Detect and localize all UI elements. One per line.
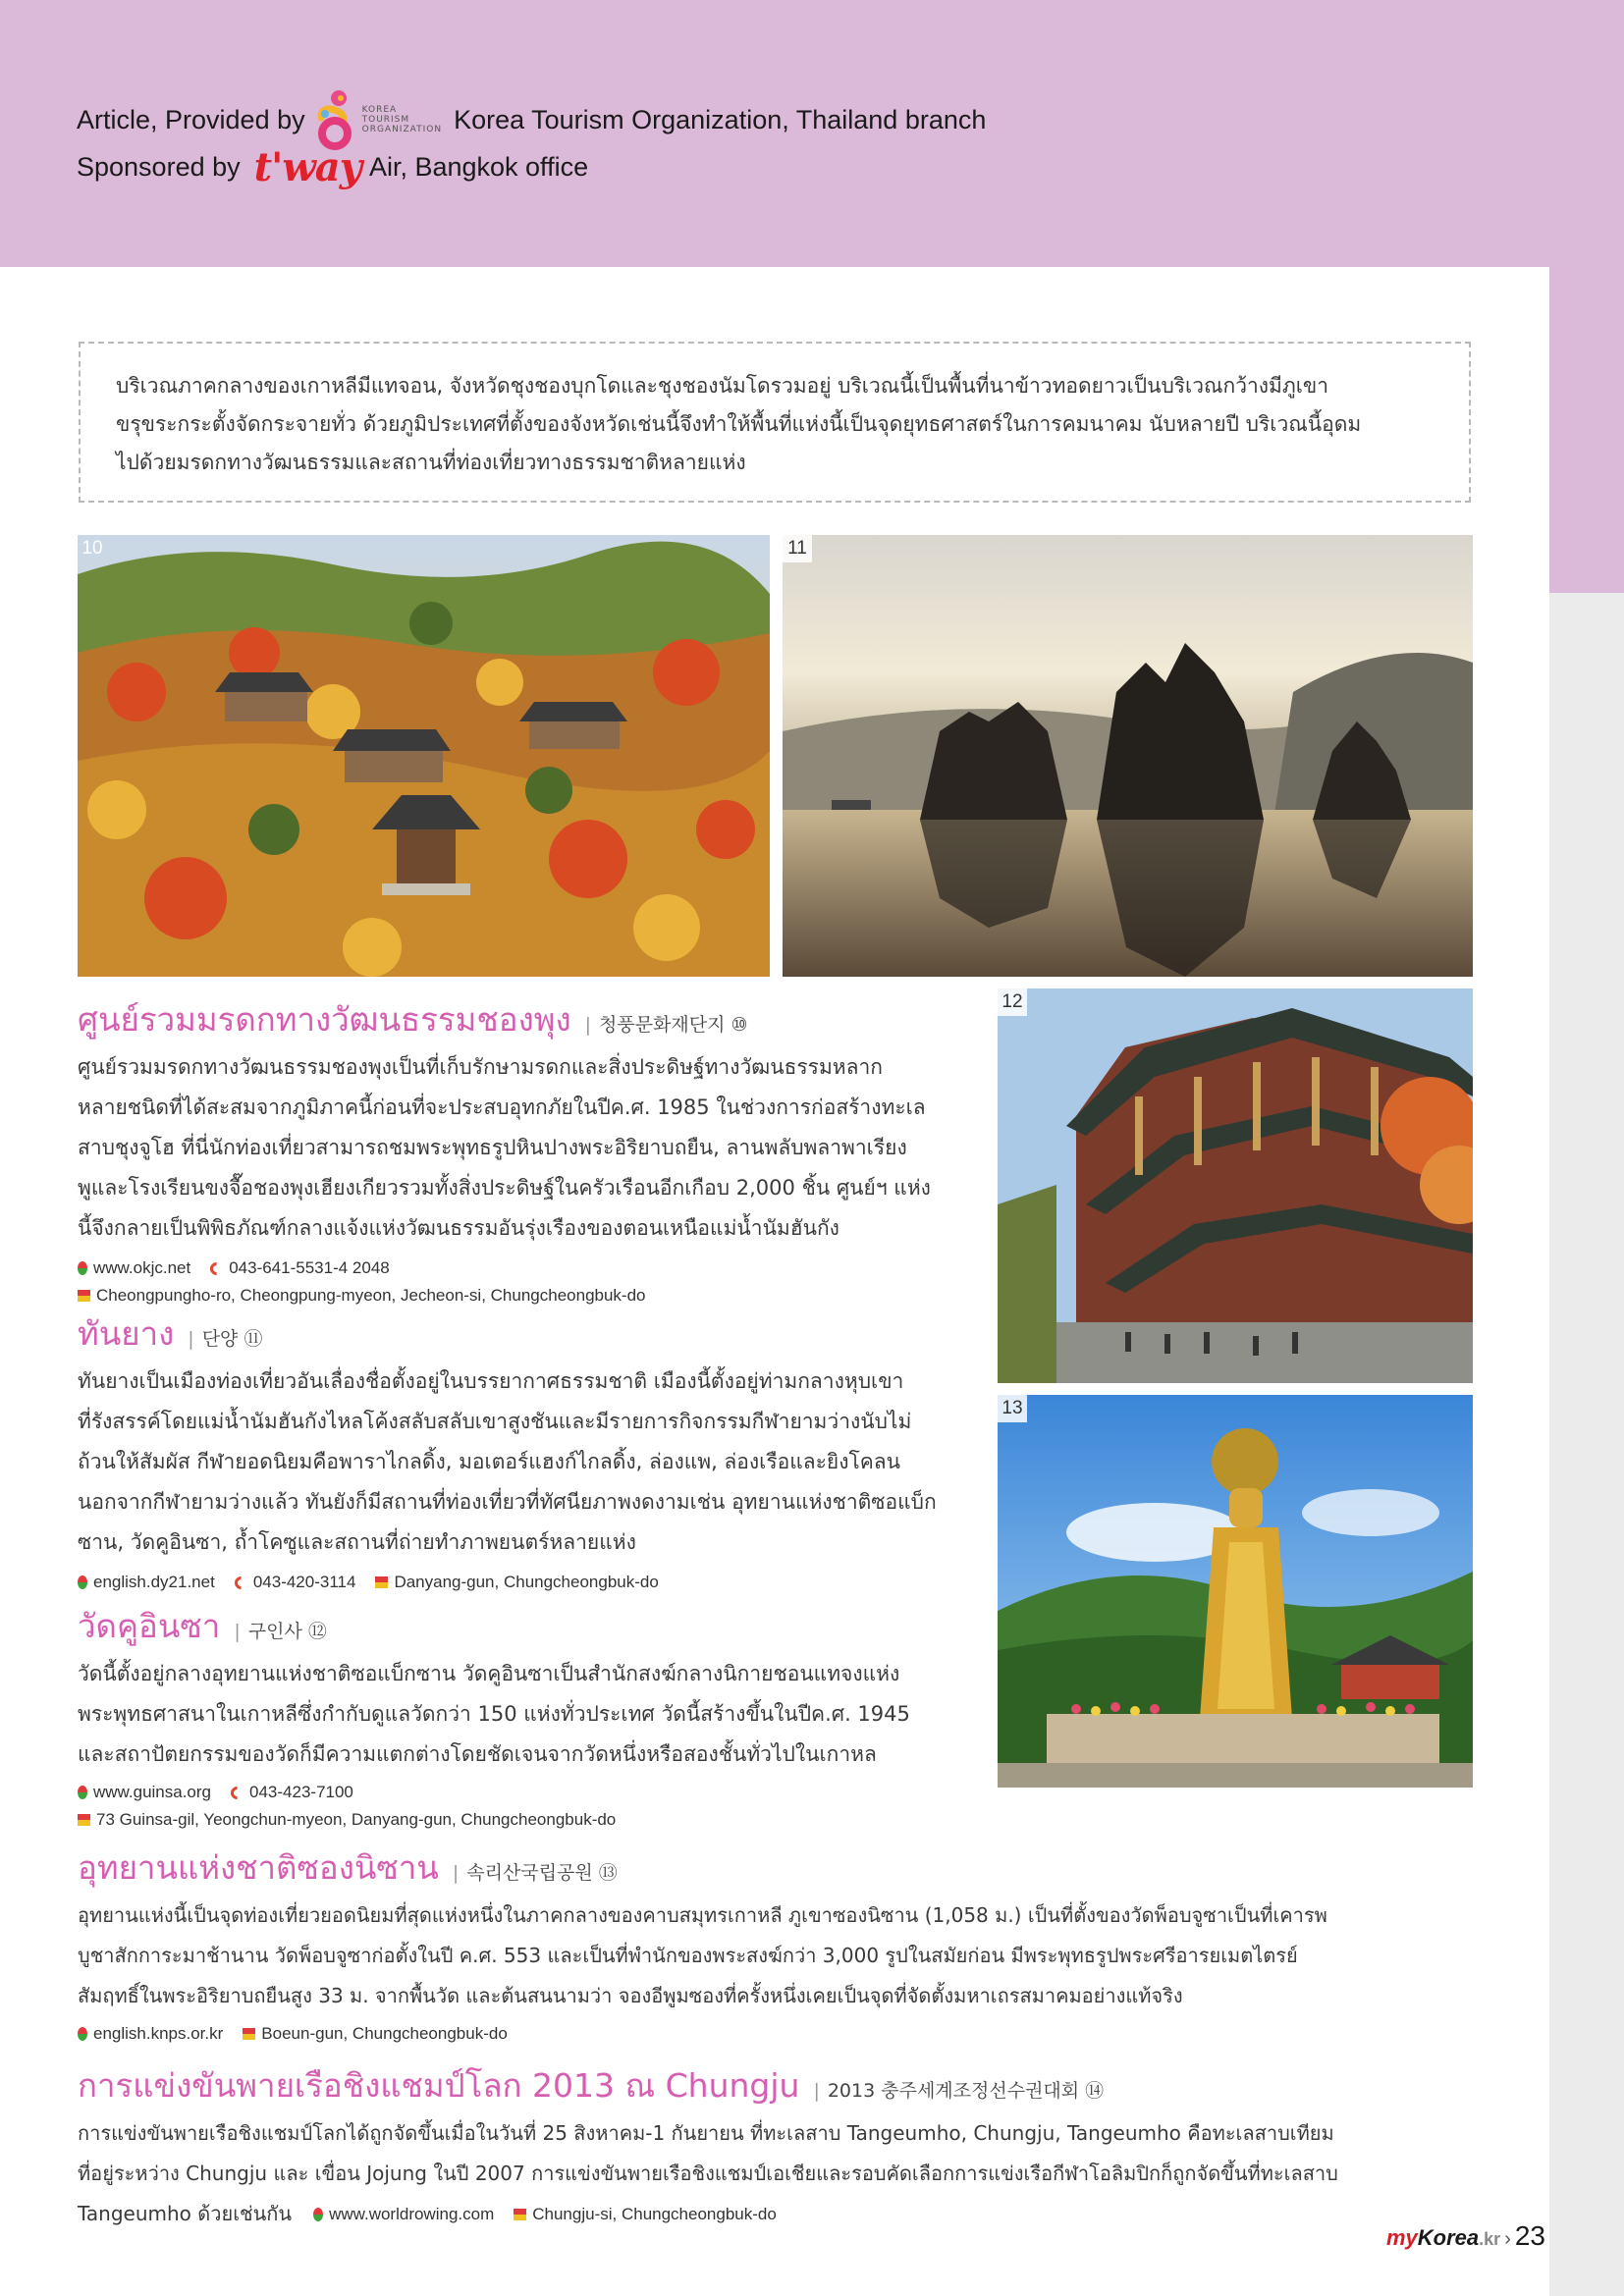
phone-number: 043-420-3114 <box>235 1569 356 1596</box>
address: Chungju-si, Chungcheongbuk-do <box>514 2201 777 2228</box>
body-line: นอกจากกีฬายามว่างแล้ว ทันยังก็มีสถานที่ท่องเที่ยวที่ทัศนียภาพงดงามเช่น อุทยานแห่งชาติซอแบ็ก <box>78 1490 937 1514</box>
body-line: พระพุทธศาสนาในเกาหลีซึ่งกำกับดูแลวัดกว่า 150 แห่งทั่วประเทศ วัดนี้สร้างขึ้นในปีค.ศ. 1945 <box>78 1702 910 1726</box>
address-icon <box>514 2209 526 2220</box>
body-line: สัมฤทธิ์ในพระอิริยาบถยืนสูง 33 ม. จากพื้นวัด และต้นสนนามว่า จองอีพูมซองที่ครั้งหนึ่งเคยเป็นจุดที่จัดตั้งมหาเถรสมาคมอย่างแท้จริง <box>78 1984 1183 2007</box>
body-line: ซาน, วัดคูอินซา, ถ้ำโคซูและสถานที่ถ่ายทำภาพยนตร์หลายแห่ง <box>78 1530 636 1554</box>
section-title-thai: ศูนย์รวมมรดกทางวัฒนธรรมชองพุง <box>78 1000 571 1039</box>
address: Danyang-gun, Chungcheongbuk-do <box>375 1569 658 1596</box>
section-body <box>78 1654 986 1775</box>
phone-icon <box>228 1784 245 1801</box>
photo-number: 12 <box>998 988 1027 1016</box>
body-line: ทันยางเป็นเมืองท่องเที่ยวอันเลื่องชื่อตั้งอยู่ในบรรยากาศธรรมชาติ เมืองนี้ตั้งอยู่ท่ามกลางหุบเขา <box>78 1369 904 1393</box>
page-number: 23 <box>1514 2220 1546 2251</box>
section-title <box>78 1600 986 1652</box>
web-icon <box>78 2027 87 2041</box>
website-link[interactable]: www.worldrowing.com <box>313 2201 494 2228</box>
intro-line: บริเวณภาคกลางของเกาหลีมีแทจอน, จังหวัดชุงชองบุกโดและชุงชองนัมโดรวมอยู่ บริเวณนี้เป็นพื้นที่นาข้าวทอดยาวเป็นบริเวณกว้างมีภูเขา <box>116 374 1329 398</box>
address-icon <box>78 1290 90 1302</box>
section-guinsa <box>78 1600 986 1834</box>
section-title-korean: | 구인사 ⑫ <box>234 1617 327 1643</box>
body-line: นี้จึงกลายเป็นพิพิธภัณฑ์กลางแจ้งแห่งวัฒนธรรมอันรุ่งเรืองของตอนเหนือแม่น้ำนัมฮันกัง <box>78 1216 839 1240</box>
section-title-thai: วัดคูอินซา <box>78 1607 221 1645</box>
section-title <box>78 2059 1477 2111</box>
body-line: Tangeumho ด้วยเช่นกัน <box>78 2202 293 2225</box>
photo-cheongpung-village <box>78 535 770 977</box>
section-title-thai: ทันยาง <box>78 1314 175 1353</box>
intro-line: ไปด้วยมรดกทางวัฒนธรรมและสถานที่ท่องเที่ยวทางธรรมชาติหลายแห่ง <box>116 451 746 474</box>
web-icon <box>78 1261 87 1275</box>
article-credit <box>77 96 986 143</box>
section-title <box>78 1842 1477 1894</box>
temple-building-image <box>998 988 1473 1383</box>
contact-info <box>78 2020 1477 2048</box>
photo-number: 13 <box>998 1395 1027 1422</box>
section-title-thai: การแข่งขันพายเรือชิงแชมป์โลก 2013 ณ Chungju <box>78 2066 800 2105</box>
address: Cheongpungho-ro, Cheongpung-myeon, Jecheon-si, Chungcheongbuk-do <box>78 1282 646 1309</box>
article-org: Korea Tourism Organization, Thailand branch <box>454 104 987 134</box>
section-danyang <box>78 1308 986 1596</box>
website-link[interactable]: www.guinsa.org <box>78 1779 211 1806</box>
section-body <box>78 1896 1477 2016</box>
website-link[interactable]: english.dy21.net <box>78 1569 215 1596</box>
section-title-korean: | 2013 충주세계조정선수권대회 ⑭ <box>813 2076 1104 2103</box>
sponsor-prefix: Sponsored by <box>77 151 241 182</box>
website-link[interactable]: www.okjc.net <box>78 1255 190 1282</box>
intro-line: ขรุขระกระตั้งจัดกระจายทั่ว ด้วยภูมิประเทศที่ตั้งของจังหวัดเช่นนี้จึงทำให้พื้นที่แห่งนี้เป็นจุดยุทธศาสตร์ในการคมนาคม นับหลายปี บริเวณนี้อุดม <box>116 412 1362 436</box>
kto-logo-text: KOREA TOURISM ORGANIZATION <box>361 105 443 134</box>
address-icon <box>375 1576 388 1588</box>
lake-rocks-image <box>783 535 1473 977</box>
kto-logo-icon <box>313 88 358 151</box>
photo-guinsa-temple <box>998 988 1473 1383</box>
section-cheongpung <box>78 993 986 1309</box>
body-line: อุทยานแห่งนี้เป็นจุดท่องเที่ยวยอดนิยมที่สุดแห่งหนึ่งในภาคกลางของคาบสมุทรเกาหลี ภูเขาซองนิซาน (1,058 ม.) เป็นที่ตั้งของวัดพ็อบจูซาเป็นที่เคารพ <box>78 1903 1327 1927</box>
contact-info <box>313 2201 796 2228</box>
section-chungju-rowing <box>78 2059 1477 2234</box>
body-line: วัดนี้ตั้งอยู่กลางอุทยานแห่งชาติซอแบ็กซาน วัดคูอินซาเป็นสำนักสงฆ์กลางนิกายชอนแทจงแห่ง <box>78 1662 900 1685</box>
web-icon <box>78 1786 87 1799</box>
section-songnisan <box>78 1842 1477 2048</box>
brand-kr: .kr <box>1479 2229 1501 2249</box>
brand-korea: Korea <box>1417 2225 1480 2250</box>
section-body <box>78 2113 1477 2234</box>
section-body <box>78 1047 986 1249</box>
section-title-korean: | 속리산국립공원 ⑬ <box>453 1858 618 1885</box>
contact-info <box>78 1779 986 1806</box>
contact-info <box>78 1255 986 1282</box>
kto-logo <box>313 88 442 151</box>
web-icon <box>313 2208 323 2221</box>
address-icon <box>78 1814 90 1826</box>
address: 73 Guinsa-gil, Yeongchun-myeon, Danyang-gun, Chungcheongbuk-do <box>78 1806 616 1834</box>
article-prefix: Article, Provided by <box>77 104 305 134</box>
body-line: การแข่งขันพายเรือชิงแชมป์โลกได้ถูกจัดขึ้นเมื่อในวันที่ 25 สิงหาคม-1 กันยายน ที่ทะเลสาบ Tangeumho, Chungju, Tangeumho คือทะเลสาบเทียม <box>78 2121 1334 2145</box>
autumn-village-image <box>78 535 770 977</box>
side-accent-band <box>1549 267 1624 593</box>
body-line: ที่อยู่ระหว่าง Chungju และ เขื่อน Jojung ในปี 2007 การแข่งขันพายเรือชิงแชมป์เอเชียและรอบคัดเลือกการแข่งเรือกีฬาโอลิมปิกก็ถูกจัดขึ้นที่ทะเลสาบ <box>78 2162 1338 2185</box>
golden-buddha-image <box>998 1395 1473 1788</box>
photo-danyang-rocks <box>783 535 1473 977</box>
last-line-with-info <box>78 2194 1477 2234</box>
section-title-thai: อุทยานแห่งชาติซองนิซาน <box>78 1848 439 1887</box>
sponsor-org: Air, Bangkok office <box>368 151 589 182</box>
section-title <box>78 993 986 1045</box>
chevron-right-icon: › <box>1504 2228 1511 2250</box>
body-line: สาบชุงจูโฮ ที่นี่นักท่องเที่ยวสามารถชมพระพุทธรูปหินปางพระอิริยาบถยืน, ลานพลับพลาพาเรียง <box>78 1136 907 1159</box>
photo-number: 11 <box>783 535 812 562</box>
section-body <box>78 1362 986 1563</box>
section-title-korean: | 단양 ⑪ <box>188 1324 262 1351</box>
body-line: พูและโรงเรียนขงจื๊อชองพุงเฮียงเกียวรวมทั้งสิ่งประดิษฐ์ในครัวเรือนอีกเกือบ 2,000 ชิ้น ศูนย์ฯ แห่ง <box>78 1176 931 1200</box>
sponsor-credit <box>77 143 986 190</box>
phone-icon <box>232 1574 249 1591</box>
address-icon <box>243 2028 255 2040</box>
intro-box <box>79 342 1471 503</box>
page-footer <box>1386 2220 1545 2252</box>
address-info <box>78 1806 986 1834</box>
address-info <box>78 1282 986 1309</box>
website-link[interactable]: english.knps.or.kr <box>78 2020 223 2048</box>
phone-number: 043-423-7100 <box>231 1779 353 1806</box>
body-line: และสถาปัตยกรรมของวัดก็มีความแตกต่างโดยชัดเจนจากวัดหนึ่งหรือสองชั้นทั่วไปในเกาหล <box>78 1742 877 1766</box>
credits <box>77 96 986 190</box>
body-line: หลายชนิดที่ได้สะสมจากภูมิภาคนี้ก่อนที่จะประสบอุทกภัยในปีค.ศ. 1985 ในช่วงการก่อสร้างทะเล <box>78 1095 926 1119</box>
body-line: บูชาสักการะมาช้านาน วัดพ็อบจูซาก่อตั้งในปี ค.ศ. 553 และเป็นที่พำนักของพระสงฆ์กว่า 3,000 รูปในสมัยก่อน มีพระพุทธรูปพระศรีอารยเมตไตรย์ <box>78 1944 1298 1967</box>
web-icon <box>78 1575 87 1589</box>
body-line: ที่รังสรรค์โดยแม่น้ำนัมฮันกังไหลโค้งสลับสลับเขาสูงชันและมีรายการกิจกรรมกีฬายามว่างนับไม่ <box>78 1410 912 1433</box>
body-line: ศูนย์รวมมรดกทางวัฒนธรรมชองพุงเป็นที่เก็บรักษามรดกและสิ่งประดิษฐ์ทางวัฒนธรรมหลาก <box>78 1055 884 1079</box>
section-title-korean: | 청풍문화재단지 ⑩ <box>585 1010 748 1037</box>
photo-beopjusa-buddha <box>998 1395 1473 1788</box>
brand-my: my <box>1386 2225 1418 2250</box>
address: Boeun-gun, Chungcheongbuk-do <box>243 2020 507 2048</box>
side-gray-band <box>1549 593 1624 2296</box>
contact-info <box>78 1569 986 1596</box>
body-line: ถ้วนให้สัมผัส กีฬายอดนิยมคือพาราไกลดิ้ง, มอเตอร์แฮงก์ไกลดิ้ง, ล่องแพ, ล่องเรือและยิงโคลน <box>78 1450 901 1473</box>
photo-number: 10 <box>81 538 103 559</box>
phone-number: 043-641-5531-4 2048 <box>210 1255 390 1282</box>
tway-logo: t'way <box>253 143 361 190</box>
section-title <box>78 1308 986 1360</box>
phone-icon <box>208 1259 226 1277</box>
